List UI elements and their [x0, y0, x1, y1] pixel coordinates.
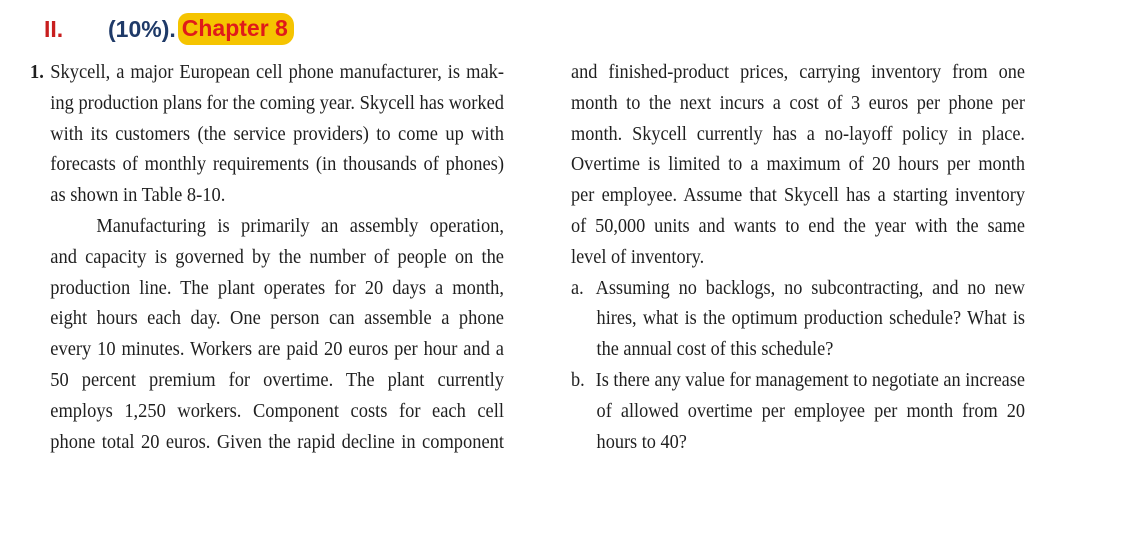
- section-heading: [44, 12, 294, 46]
- text-line: 50 percent premium for overtime. The plant currently: [50, 368, 504, 391]
- question-b-line: of allowed overtime per employee per month from 20: [596, 399, 1025, 422]
- question-b-line: b. Is there any value for management to negotiate an increase: [571, 365, 1025, 396]
- text-line: eight hours each day. One person can assemble a phone: [50, 307, 504, 330]
- text-line: level of inventory.: [571, 245, 705, 268]
- question-a-line: hires, what is the optimum production schedule? What is: [596, 307, 1025, 330]
- text-line: forecasts of monthly requirements (in thousands of phones): [50, 153, 504, 176]
- problem-right-column: [571, 57, 1025, 457]
- text-line: ing production plans for the coming year. Skycell has worked: [50, 91, 504, 114]
- section-weight: (10%).: [108, 15, 176, 42]
- text-line: production line. The plant operates for 20 days a month,: [50, 276, 504, 299]
- text-line: per employee. Assume that Skycell has a starting inventory: [571, 184, 1025, 207]
- question-a-line: a. Assuming no backlogs, no subcontracting, and no new: [571, 273, 1025, 304]
- text-line: Manufacturing is primarily an assembly operation,: [96, 214, 505, 237]
- text-line: and capacity is governed by the number of people on the: [50, 245, 504, 268]
- text-line: Overtime is limited to a maximum of 20 hours per month: [571, 153, 1025, 176]
- text-line: every 10 minutes. Workers are paid 20 euros per hour and a: [50, 338, 504, 361]
- question-b-marker: b.: [571, 368, 585, 391]
- text-line: and finished-product prices, carrying inventory from one: [571, 61, 1025, 83]
- section-number: II.: [44, 15, 64, 42]
- text-line: 1. Skycell, a major European cell phone manufacturer, is mak-: [30, 57, 504, 88]
- text-line: of 50,000 units and wants to end the year with the same: [571, 214, 1025, 237]
- text-line: as shown in Table 8-10.: [50, 184, 226, 207]
- text-line: employs 1,250 workers. Component costs for each cell: [50, 399, 504, 422]
- question-a-line: the annual cost of this schedule?: [596, 338, 834, 361]
- question-a-marker: a.: [571, 276, 584, 299]
- problem-left-column: [30, 57, 504, 457]
- problem-number: 1.: [30, 61, 44, 83]
- chapter-highlight: Chapter 8: [178, 13, 294, 45]
- text-line: with its customers (the service providers) to come up with: [50, 122, 504, 145]
- text-line: month to the next incurs a cost of 3 euros per phone per: [571, 91, 1025, 114]
- text-line: month. Skycell currently has a no-layoff policy in place.: [571, 122, 1025, 145]
- question-b-line: hours to 40?: [596, 430, 687, 453]
- text-line: phone total 20 euros. Given the rapid decline in component: [50, 430, 504, 453]
